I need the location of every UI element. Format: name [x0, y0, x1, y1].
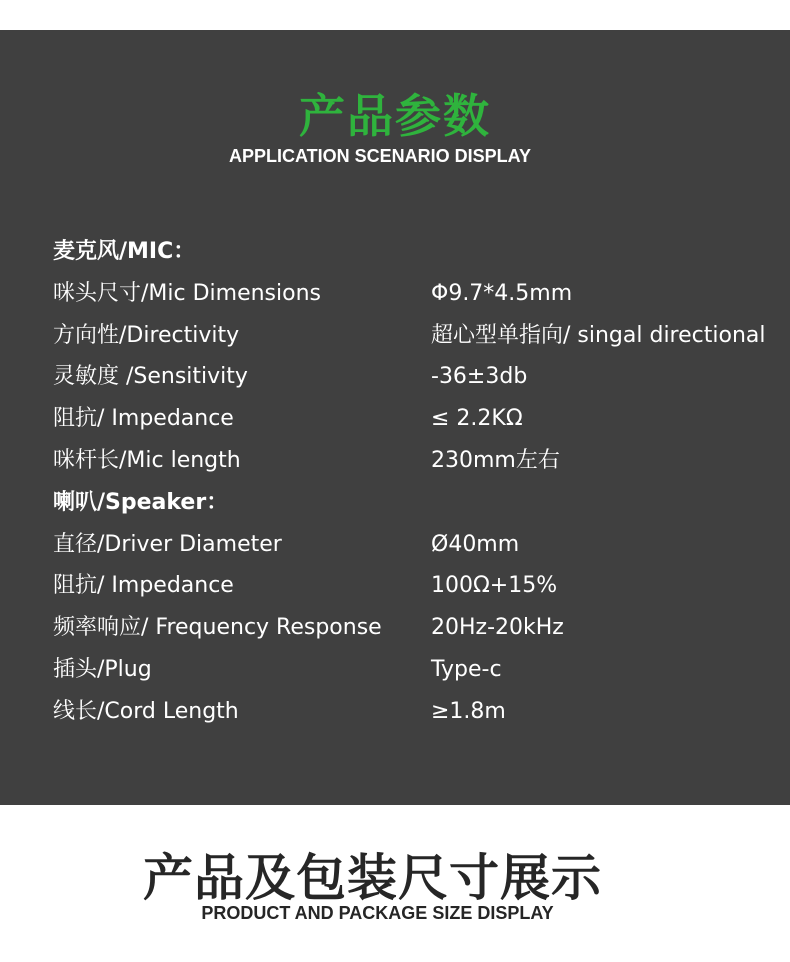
spec-row: [53, 440, 783, 482]
spec-row: [53, 524, 783, 566]
spec-section-title: 产品参数: [299, 89, 491, 143]
spec-value: Φ9.7*4.5mm: [431, 280, 573, 306]
spec-label: 频率响应/ Frequency Response: [53, 615, 382, 641]
spec-list: [53, 231, 783, 733]
spec-row: [53, 649, 783, 691]
package-section-subtitle: PRODUCT AND PACKAGE SIZE DISPLAY: [201, 903, 554, 923]
spec-value: Type-c: [431, 656, 502, 682]
spec-row: [53, 398, 783, 440]
spec-label: 直径/Driver Diameter: [53, 531, 282, 557]
spec-group-mic: [53, 231, 783, 273]
spec-value: -36±3db: [431, 364, 528, 390]
spec-label: 阻抗/ Impedance: [53, 573, 234, 599]
spec-value: 20Hz-20kHz: [431, 615, 564, 641]
spec-group-speaker: [53, 482, 783, 524]
spec-value: 超心型单指向/ singal directional: [431, 322, 766, 348]
spec-value: ≥1.8m: [431, 698, 506, 724]
spec-label: 插头/Plug: [53, 656, 152, 682]
spec-label: 咪杆长/Mic length: [53, 447, 241, 473]
package-section-title: 产品及包装尺寸展示: [143, 849, 602, 907]
spec-value: 100Ω+15%: [431, 573, 558, 599]
spec-row: [53, 691, 783, 733]
spec-label: 灵敏度 /Sensitivity: [53, 364, 248, 390]
spec-row: [53, 565, 783, 607]
spec-label: 方向性/Directivity: [53, 322, 240, 348]
spec-label: 线长/Cord Length: [53, 698, 239, 724]
spec-row: [53, 607, 783, 649]
spec-label: 咪头尺寸/Mic Dimensions: [53, 280, 321, 306]
spec-row: [53, 356, 783, 398]
spec-row: [53, 273, 783, 315]
spec-value: ≤ 2.2KΩ: [431, 406, 523, 432]
spec-value: Ø40mm: [431, 531, 520, 557]
spec-section-subtitle: APPLICATION SCENARIO DISPLAY: [228, 146, 532, 166]
spec-group-label: 喇叭/Speaker：: [53, 489, 229, 515]
spec-row: [53, 315, 783, 357]
spec-group-label: 麦克风/MIC：: [53, 239, 196, 264]
spec-value: 230mm左右: [431, 447, 560, 473]
spec-label: 阻抗/ Impedance: [53, 406, 234, 432]
